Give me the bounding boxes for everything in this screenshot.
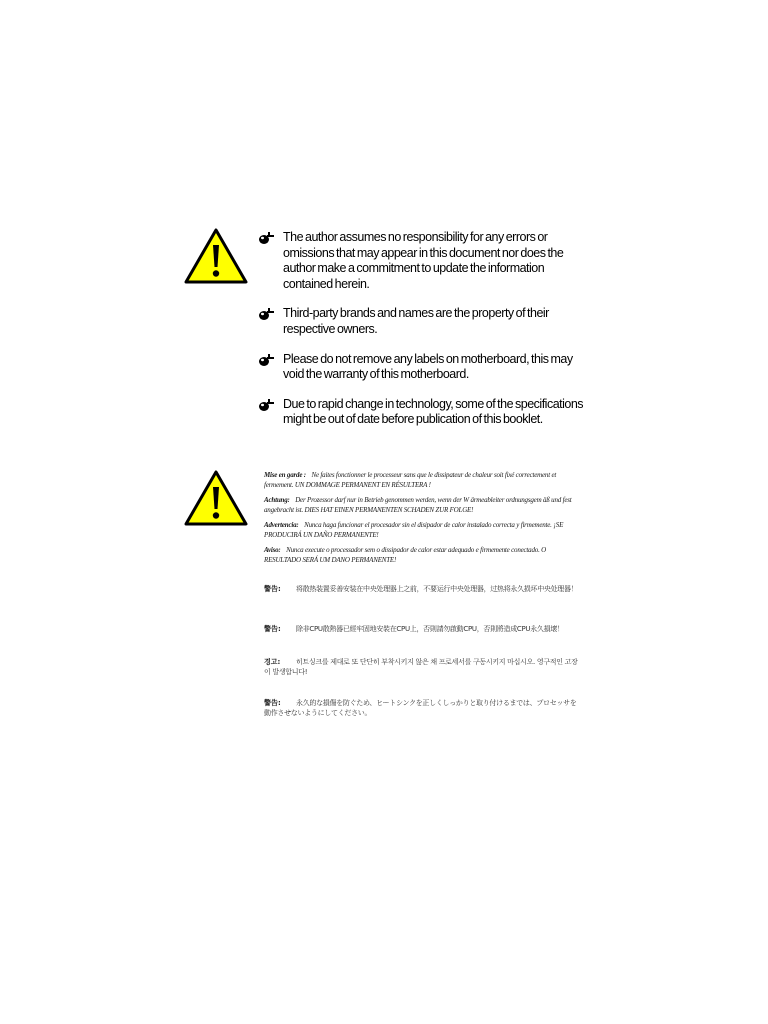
warning-text: 히트싱크를 제대로 또 단단히 부착시키지 않은 채 프로세서를 구동시키지 마십시오. 영구적인 고장이 발생합니다! [264, 658, 578, 676]
multilingual-warnings [264, 471, 574, 571]
warning-triangle-icon [183, 469, 249, 527]
warning-japanese [264, 698, 579, 718]
list-item [258, 230, 588, 292]
warning-portuguese [264, 546, 574, 565]
warning-text: Der Prozessor darf nur in Betrieb genommen werden, wenn der W ärmeableiter ordnungsgem äß und fest angebracht ist. DIES HAT EINEN PERMANENTEN SCHADEN ZUR FOLGE! [264, 496, 572, 514]
warning-label: 경고: [264, 658, 281, 666]
notice-text: Due to rapid change in technology, some of the specifications might be out of date before publication of this booklet. [283, 396, 584, 427]
warning-text: Ne faites fonctionner le processeur sans que le dissipateur de chaleur soit fixé correctement et fermement. UN DOMMAGE PERMANENT EN RÉSULTERA ! [264, 471, 557, 489]
warning-korean [264, 657, 579, 677]
warning-label: 警告: [264, 585, 281, 593]
warning-label: Aviso: [264, 546, 281, 554]
notice-text: Third-party brands and names are the property of their respective owners. [283, 306, 549, 336]
warning-label: Achtung: [264, 496, 290, 504]
warning-chinese-traditional [264, 624, 579, 634]
pointing-hand-icon [258, 307, 276, 321]
pointing-hand-icon [258, 231, 276, 245]
warning-spanish [264, 521, 574, 540]
warning-label: 警告: [264, 699, 281, 707]
warning-text: 永久的な損傷を防ぐため、ヒートシンクを正しくしっかりと取り付けるまでは、プロセッサを動作させないようにしてください。 [264, 699, 577, 717]
warning-text: 将散热装置妥善安装在中央处理器上之前，不要运行中央处理器，过热将永久损坏中央处理器！ [296, 585, 578, 593]
notice-list [258, 230, 588, 442]
notice-text: The author assumes no responsibility for any errors or omissions that may appear in this document nor does the author make a commitment to update the information contained herein. [283, 230, 564, 291]
list-item [258, 397, 588, 428]
warning-triangle-icon [183, 227, 249, 285]
warning-french [264, 471, 574, 490]
warning-label: Mise en garde : [264, 471, 306, 479]
pointing-hand-icon [258, 353, 276, 367]
warning-text: 除非CPU散熱器已經牢固地安裝在CPU上，否則請勿啟動CPU，否則將造成CPU永久損壞！ [296, 625, 564, 633]
warning-chinese-simplified [264, 584, 579, 594]
notice-text: Please do not remove any labels on motherboard, this may void the warranty of this motherboard. [283, 351, 573, 382]
pointing-hand-icon [258, 398, 276, 412]
warning-german [264, 496, 574, 515]
warning-text: Nunca haga funcionar el procesador sin el disipador de calor instalado correcta y firmemente. ¡SE PRODUCIRÁ UN DAÑO PERMANENTE! [264, 521, 564, 539]
warning-text: Nunca execute o processador sem o dissipador de calor estar adequado e firmemente conectado. O RESULTADO SERÁ UM DANO PERMANENTE! [264, 546, 547, 564]
warning-label: 警告: [264, 625, 281, 633]
warning-label: Advertencia: [264, 521, 299, 529]
list-item [258, 352, 588, 383]
list-item [258, 306, 588, 337]
